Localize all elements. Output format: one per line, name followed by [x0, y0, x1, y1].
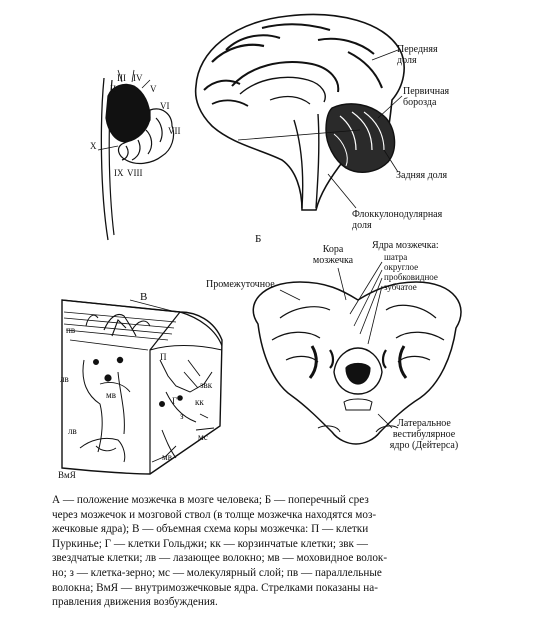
panel-b-letter: Б [255, 233, 262, 245]
panel-v-letter: В [140, 291, 148, 303]
label-g: Г [172, 396, 178, 406]
lobule-numeral-viii: VIII [127, 168, 143, 178]
nucleus-emboliform-label: пробковидное [384, 272, 438, 282]
label-mv-lower: мв [162, 452, 172, 462]
nucleus-fastigial-label: шатра [384, 252, 408, 262]
anterior-lobe-label: Передняя доля [397, 44, 438, 66]
label-vmya: ВмЯ [58, 470, 76, 480]
panel-v-drawing [62, 300, 222, 474]
flocculonodular-lobe-label: Флоккулонодулярная доля [352, 209, 443, 231]
lobule-numeral-x: X [90, 141, 97, 151]
lobule-numeral-ix: IX [114, 168, 124, 178]
label-zvk: звк [200, 380, 213, 390]
intermediate-label: Промежуточное [206, 279, 275, 290]
label-pv: пв [66, 325, 76, 335]
label-lv-upper: лв [60, 374, 69, 384]
panel-b-drawing [253, 262, 461, 444]
nucleus-globose-label: округлое [384, 262, 419, 272]
lobule-numeral-v: V [150, 84, 157, 94]
cerebellar-nuclei-title: Ядра мозжечка: [372, 240, 439, 251]
lateral-vestibular-nucleus-label: Латеральное вестибулярное ядро (Дейтерса) [389, 418, 459, 451]
caption-line: через мозжечок и мозговой ствол (в толще мозжечка находятся моз- [52, 508, 377, 521]
caption-line: Пуркинье; Г — клетки Гольджи; кк — корзинчатые клетки; звк — [52, 537, 368, 550]
caption-line: звездчатые клетки; лв — лазающее волокно; мв — моховидное волок- [52, 552, 388, 565]
label-mv-center: мв [106, 390, 116, 400]
figure-caption [52, 493, 504, 610]
lobule-numeral-ii: II [110, 84, 116, 94]
cerebellar-cortex-label: Кора мозжечка [312, 244, 354, 266]
lobule-numeral-vii: VII [168, 126, 181, 136]
posterior-lobe-label: Задняя доля [396, 170, 448, 181]
brain-section-drawing [196, 14, 405, 210]
lobule-numeral-vi: VI [160, 101, 170, 111]
nucleus-dentate-label: зубчатое [384, 282, 417, 292]
lobule-numeral-iv: IV [133, 73, 143, 83]
primary-fissure-label: Первичная борозда [403, 86, 450, 108]
label-p: П [160, 352, 167, 362]
lobule-numeral-iii: III [117, 73, 126, 83]
label-lv-lower: лв [68, 426, 77, 436]
caption-line: правления движения возбуждения. [52, 596, 218, 609]
caption-line: А — положение мозжечка в мозге человека; Б — поперечный срез [52, 494, 369, 506]
label-ms: мс [198, 432, 208, 442]
caption-line: волокна; ВмЯ — внутримозжечковые ядра. Стрелками показаны на- [52, 581, 378, 594]
caption-line: жечковые ядра); В — объемная схема коры мозжечка: П — клетки [52, 523, 369, 536]
label-z: з [180, 411, 184, 421]
label-kk: кк [195, 397, 204, 407]
panel-a-drawing [98, 70, 174, 240]
caption-line: но; з — клетка-зерно; мс — молекулярный слой; пв — параллельные [52, 566, 382, 579]
